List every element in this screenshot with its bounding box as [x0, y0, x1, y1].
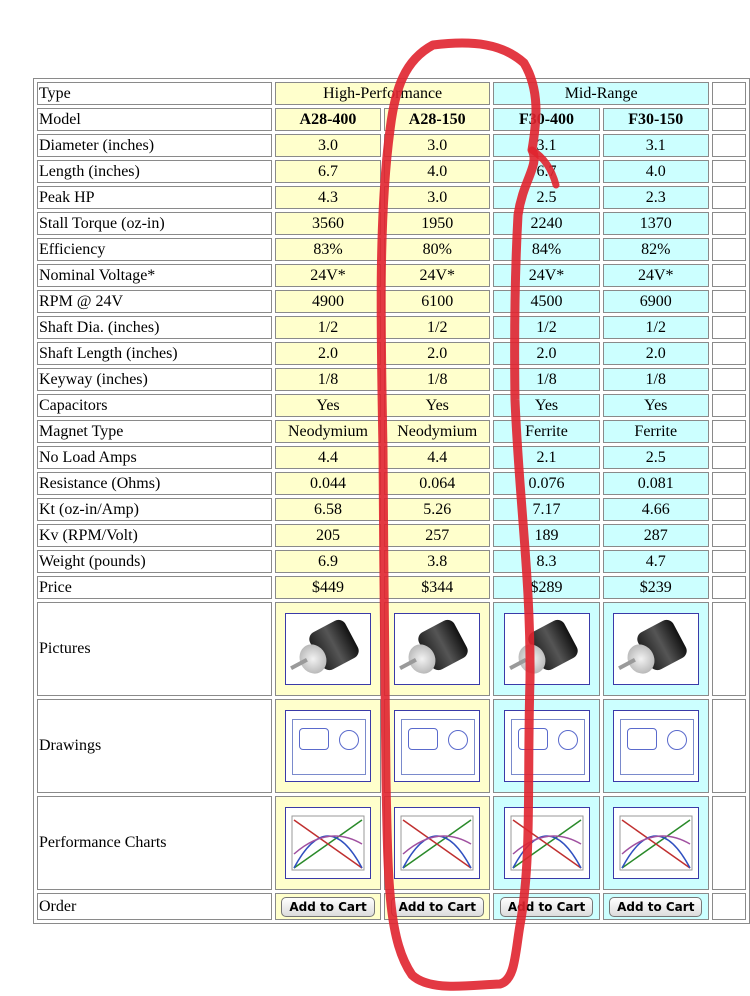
cell-value: 2.1 — [536, 448, 557, 466]
row-label-text: Stall Torque (oz-in) — [39, 214, 165, 232]
table-row — [37, 420, 746, 443]
row-label-text: Weight (pounds) — [39, 552, 146, 570]
table-row — [37, 524, 746, 547]
row-label-text: Resistance (Ohms) — [39, 474, 161, 492]
cell-value: 3.0 — [427, 136, 448, 154]
table-cell — [384, 342, 490, 365]
table-row — [37, 368, 746, 391]
extra-column-cell — [712, 160, 746, 183]
table-cell — [275, 108, 381, 131]
table-row — [37, 498, 746, 521]
extra-column-cell — [712, 420, 746, 443]
cell-value: 3560 — [312, 214, 344, 232]
table-cell — [603, 472, 709, 495]
row-label — [37, 368, 272, 391]
cell-value: Neodymium — [288, 422, 368, 440]
drawing-outline — [511, 719, 585, 775]
image-cell — [275, 796, 381, 890]
order-cell — [493, 893, 599, 920]
row-label — [37, 238, 272, 261]
motor-photo-icon[interactable] — [613, 613, 699, 685]
chart-thumbnail — [509, 814, 585, 872]
table-row-order — [37, 893, 746, 920]
table-cell — [603, 550, 709, 573]
row-label-text: Shaft Length (inches) — [39, 344, 178, 362]
group-name: Mid-Range — [564, 84, 638, 102]
image-cell — [603, 699, 709, 793]
cell-value: 1/2 — [317, 318, 339, 336]
cell-value: $239 — [639, 578, 672, 596]
cell-value: Yes — [425, 396, 449, 414]
cell-value: 287 — [643, 526, 668, 544]
add-to-cart-button[interactable]: Add to Cart — [391, 897, 484, 917]
cell-value: 7.17 — [532, 500, 561, 518]
extra-column-cell — [712, 368, 746, 391]
cell-value: $449 — [312, 578, 344, 596]
table-cell — [275, 420, 381, 443]
table-cell — [275, 550, 381, 573]
cell-value: 24V* — [419, 266, 456, 284]
cell-value: 4.66 — [641, 500, 670, 518]
table-row-type — [37, 82, 746, 105]
table-cell — [493, 368, 599, 391]
table-row — [37, 576, 746, 599]
performance-chart-icon[interactable] — [504, 807, 590, 879]
cell-value: 8.3 — [536, 552, 557, 570]
table-cell — [275, 472, 381, 495]
table-row — [37, 472, 746, 495]
cell-value: 4.3 — [318, 188, 338, 206]
cell-value: 3.1 — [536, 136, 557, 154]
row-label — [37, 498, 272, 521]
technical-drawing-icon[interactable] — [394, 710, 480, 782]
table-cell — [603, 108, 709, 131]
cell-value: 24V* — [637, 266, 674, 284]
cell-value: 3.0 — [427, 188, 448, 206]
cell-value: 24V* — [528, 266, 565, 284]
cell-value: 2.0 — [427, 344, 448, 362]
image-cell — [493, 699, 599, 793]
cell-value: Neodymium — [397, 422, 478, 440]
performance-chart-icon[interactable] — [613, 807, 699, 879]
cell-value: 6100 — [421, 292, 454, 310]
row-label-text: Kt (oz-in/Amp) — [39, 500, 139, 518]
cell-value: 6.7 — [318, 162, 338, 180]
table-cell — [603, 446, 709, 469]
cell-value: 2.0 — [645, 344, 666, 362]
cell-value: 1/2 — [536, 318, 557, 336]
table-cell — [603, 316, 709, 339]
table-cell — [603, 524, 709, 547]
extra-column-cell — [712, 134, 746, 157]
table-cell — [493, 186, 599, 209]
extra-column-cell — [712, 82, 746, 105]
row-label-text: Performance Charts — [39, 834, 167, 851]
row-label — [37, 699, 272, 793]
row-label — [37, 212, 272, 235]
table-cell — [275, 160, 381, 183]
cell-value: Ferrite — [634, 422, 678, 440]
row-label-text: Capacitors — [39, 396, 108, 414]
table-cell — [384, 290, 490, 313]
table-cell — [493, 290, 599, 313]
row-label — [37, 290, 272, 313]
cell-value: 2.3 — [645, 188, 666, 206]
table-cell — [275, 342, 381, 365]
table-cell — [603, 368, 709, 391]
table-cell — [275, 576, 381, 599]
table-cell — [493, 316, 599, 339]
table-cell — [275, 264, 381, 287]
table-row — [37, 316, 746, 339]
cell-value: 6.9 — [318, 552, 338, 570]
chart-thumbnail — [618, 814, 694, 872]
chart-thumbnail — [399, 814, 475, 872]
table-cell — [275, 368, 381, 391]
performance-chart-icon[interactable] — [394, 807, 480, 879]
add-to-cart-button[interactable]: Add to Cart — [500, 897, 593, 917]
table-cell — [275, 524, 381, 547]
order-cell — [603, 893, 709, 920]
row-label — [37, 394, 272, 417]
row-label — [37, 186, 272, 209]
table-row — [37, 290, 746, 313]
table-cell — [384, 368, 490, 391]
extra-column-cell — [712, 342, 746, 365]
cell-value: $344 — [421, 578, 454, 596]
cell-value: 205 — [316, 526, 340, 544]
chart-thumbnail — [290, 814, 366, 872]
row-label — [37, 550, 272, 573]
table-cell — [384, 446, 490, 469]
table-row-drawing — [37, 699, 746, 793]
technical-drawing-icon[interactable] — [285, 710, 371, 782]
table-cell — [275, 212, 381, 235]
table-cell — [275, 290, 381, 313]
cell-value: 6900 — [639, 292, 672, 310]
table-cell — [384, 576, 490, 599]
table-cell — [493, 446, 599, 469]
row-label — [37, 342, 272, 365]
cell-value: 1370 — [639, 214, 672, 232]
row-label — [37, 316, 272, 339]
cell-value: 4.0 — [427, 162, 448, 180]
motor-photo-icon[interactable] — [285, 613, 371, 685]
cell-value: 3.1 — [645, 136, 666, 154]
table-cell — [275, 134, 381, 157]
table-row — [37, 550, 746, 573]
cell-value: 2.0 — [536, 344, 557, 362]
table-cell — [275, 446, 381, 469]
cell-value: 3.8 — [427, 552, 448, 570]
table-cell — [275, 498, 381, 521]
group-name: High-Performance — [323, 84, 443, 102]
cell-value: 189 — [534, 526, 559, 544]
cell-value: 2240 — [530, 214, 563, 232]
row-label-text: Peak HP — [39, 188, 95, 206]
table-cell — [275, 394, 381, 417]
row-label — [37, 796, 272, 890]
row-label — [37, 602, 272, 696]
extra-column-cell — [712, 796, 746, 890]
group-header-cell — [275, 82, 491, 105]
row-label-text: Shaft Dia. (inches) — [39, 318, 160, 336]
table-cell — [493, 472, 599, 495]
row-label-text: Pictures — [39, 640, 91, 657]
table-cell — [603, 160, 709, 183]
table-cell — [493, 264, 599, 287]
row-label-text: Kv (RPM/Volt) — [39, 526, 138, 544]
cell-value: 4900 — [312, 292, 344, 310]
table-cell — [384, 238, 490, 261]
extra-column-cell — [712, 576, 746, 599]
row-label-text: Keyway (inches) — [39, 370, 148, 388]
row-label-text: Price — [39, 578, 72, 596]
extra-column-cell — [712, 238, 746, 261]
cell-value: 24V* — [310, 266, 346, 284]
cell-value: 3.0 — [318, 136, 338, 154]
cell-value: 80% — [422, 240, 452, 258]
table-cell — [603, 186, 709, 209]
cell-value: $289 — [530, 578, 563, 596]
table-cell — [384, 264, 490, 287]
cell-value: F30-150 — [628, 110, 684, 128]
cell-value: 84% — [531, 240, 562, 258]
cell-value: 2.0 — [318, 344, 338, 362]
cell-value: 1/2 — [645, 318, 666, 336]
table-row — [37, 134, 746, 157]
table-cell — [493, 524, 599, 547]
table-cell — [384, 550, 490, 573]
cell-value: 0.076 — [528, 474, 565, 492]
cell-value: 83% — [313, 240, 343, 258]
extra-column-cell — [712, 498, 746, 521]
table-row-chart — [37, 796, 746, 890]
table-row — [37, 446, 746, 469]
cell-value: 1950 — [421, 214, 454, 232]
table-cell — [493, 238, 599, 261]
table-cell — [384, 160, 490, 183]
table-cell — [603, 342, 709, 365]
row-label — [37, 82, 272, 105]
table-row — [37, 212, 746, 235]
extra-column-cell — [712, 394, 746, 417]
extra-column-cell — [712, 212, 746, 235]
extra-column-cell — [712, 524, 746, 547]
table-row — [37, 264, 746, 287]
table-row — [37, 186, 746, 209]
table-cell — [384, 316, 490, 339]
table-cell — [384, 134, 490, 157]
cell-value: 257 — [425, 526, 450, 544]
table-cell — [603, 394, 709, 417]
extra-column-cell — [712, 550, 746, 573]
table-cell — [603, 238, 709, 261]
performance-chart-icon[interactable] — [285, 807, 371, 879]
cell-value: A28-400 — [299, 110, 357, 128]
cell-value: A28-150 — [408, 110, 466, 128]
cell-value: Yes — [316, 396, 340, 414]
drawing-outline — [401, 719, 475, 775]
table-cell — [493, 420, 599, 443]
row-label-text: Type — [39, 84, 71, 102]
image-cell — [275, 602, 381, 696]
cell-value: F30-400 — [518, 110, 575, 128]
technical-drawing-icon[interactable] — [504, 710, 590, 782]
cell-value: 0.064 — [419, 474, 456, 492]
table-cell — [603, 290, 709, 313]
row-label — [37, 524, 272, 547]
extra-column-cell — [712, 316, 746, 339]
table-cell — [384, 420, 490, 443]
extra-column-cell — [712, 699, 746, 793]
image-cell — [603, 602, 709, 696]
table-cell — [603, 264, 709, 287]
table-cell — [493, 108, 599, 131]
cell-value: 1/8 — [317, 370, 339, 388]
extra-column-cell — [712, 290, 746, 313]
table-cell — [493, 212, 599, 235]
extra-column-cell — [712, 893, 746, 920]
cell-value: 1/8 — [645, 370, 666, 388]
cell-value: 82% — [641, 240, 671, 258]
table-cell — [493, 394, 599, 417]
table-cell — [493, 342, 599, 365]
image-cell — [275, 699, 381, 793]
image-cell — [493, 602, 599, 696]
row-label — [37, 420, 272, 443]
table-cell — [493, 134, 599, 157]
row-label-text: Length (inches) — [39, 162, 140, 180]
row-label-text: RPM @ 24V — [39, 292, 124, 310]
group-header-cell — [493, 82, 709, 105]
cell-value: 4500 — [530, 292, 563, 310]
row-label-text: Magnet Type — [39, 422, 124, 440]
extra-column-cell — [712, 186, 746, 209]
image-cell — [384, 699, 490, 793]
table-cell — [603, 420, 709, 443]
row-label-text: Nominal Voltage* — [39, 266, 156, 284]
image-cell — [603, 796, 709, 890]
table-cell — [384, 472, 490, 495]
table-row-picture — [37, 602, 746, 696]
row-label — [37, 446, 272, 469]
cell-value: 4.4 — [318, 448, 338, 466]
table-cell — [384, 524, 490, 547]
table-row — [37, 342, 746, 365]
table-cell — [493, 498, 599, 521]
extra-column-cell — [712, 602, 746, 696]
cell-value: 0.081 — [637, 474, 674, 492]
row-label-text: Model — [39, 110, 81, 128]
table-cell — [275, 186, 381, 209]
cell-value: 4.0 — [645, 162, 666, 180]
cell-value: Ferrite — [525, 422, 568, 440]
add-to-cart-button[interactable]: Add to Cart — [609, 897, 702, 917]
table-cell — [603, 212, 709, 235]
extra-column-cell — [712, 108, 746, 131]
table-cell — [384, 108, 490, 131]
add-to-cart-button[interactable]: Add to Cart — [281, 897, 374, 917]
extra-column-cell — [712, 472, 746, 495]
cell-value: 1/8 — [427, 370, 448, 388]
row-label-text: No Load Amps — [39, 448, 137, 466]
table-cell — [384, 212, 490, 235]
cell-value: 6.7 — [536, 162, 557, 180]
table-cell — [493, 576, 599, 599]
table-row — [37, 160, 746, 183]
row-label — [37, 108, 272, 131]
row-label — [37, 472, 272, 495]
row-label-text: Efficiency — [39, 240, 106, 258]
cell-value: 2.5 — [536, 188, 557, 206]
row-label-text: Order — [39, 897, 77, 915]
table-row — [37, 238, 746, 261]
cell-value: 4.7 — [645, 552, 666, 570]
image-cell — [384, 602, 490, 696]
table-cell — [603, 134, 709, 157]
image-cell — [384, 796, 490, 890]
table-cell — [603, 576, 709, 599]
table-cell — [493, 550, 599, 573]
cell-value: 5.26 — [423, 500, 452, 518]
table-row — [37, 108, 746, 131]
table-cell — [384, 186, 490, 209]
image-cell — [493, 796, 599, 890]
row-label — [37, 160, 272, 183]
drawing-outline — [620, 719, 694, 775]
cell-value: Yes — [644, 396, 668, 414]
motor-photo-icon[interactable] — [504, 613, 590, 685]
table-cell — [384, 394, 490, 417]
table-cell — [493, 160, 599, 183]
cell-value: 4.4 — [427, 448, 448, 466]
table-row — [37, 394, 746, 417]
cell-value: 2.5 — [645, 448, 666, 466]
cell-value: 1/8 — [536, 370, 557, 388]
order-cell — [275, 893, 381, 920]
row-label — [37, 264, 272, 287]
drawing-outline — [292, 719, 366, 775]
table-cell — [603, 498, 709, 521]
motor-photo-icon[interactable] — [394, 613, 480, 685]
cell-value: 0.044 — [310, 474, 346, 492]
table-cell — [275, 238, 381, 261]
extra-column-cell — [712, 264, 746, 287]
motor-spec-table — [33, 78, 750, 924]
row-label — [37, 134, 272, 157]
order-cell — [384, 893, 490, 920]
extra-column-cell — [712, 446, 746, 469]
table-cell — [275, 316, 381, 339]
cell-value: 1/2 — [427, 318, 448, 336]
table-cell — [384, 498, 490, 521]
row-label-text: Drawings — [39, 737, 102, 754]
row-label-text: Diameter (inches) — [39, 136, 155, 154]
row-label — [37, 576, 272, 599]
cell-value: 6.58 — [314, 500, 342, 518]
technical-drawing-icon[interactable] — [613, 710, 699, 782]
row-label — [37, 893, 272, 920]
cell-value: Yes — [534, 396, 559, 414]
